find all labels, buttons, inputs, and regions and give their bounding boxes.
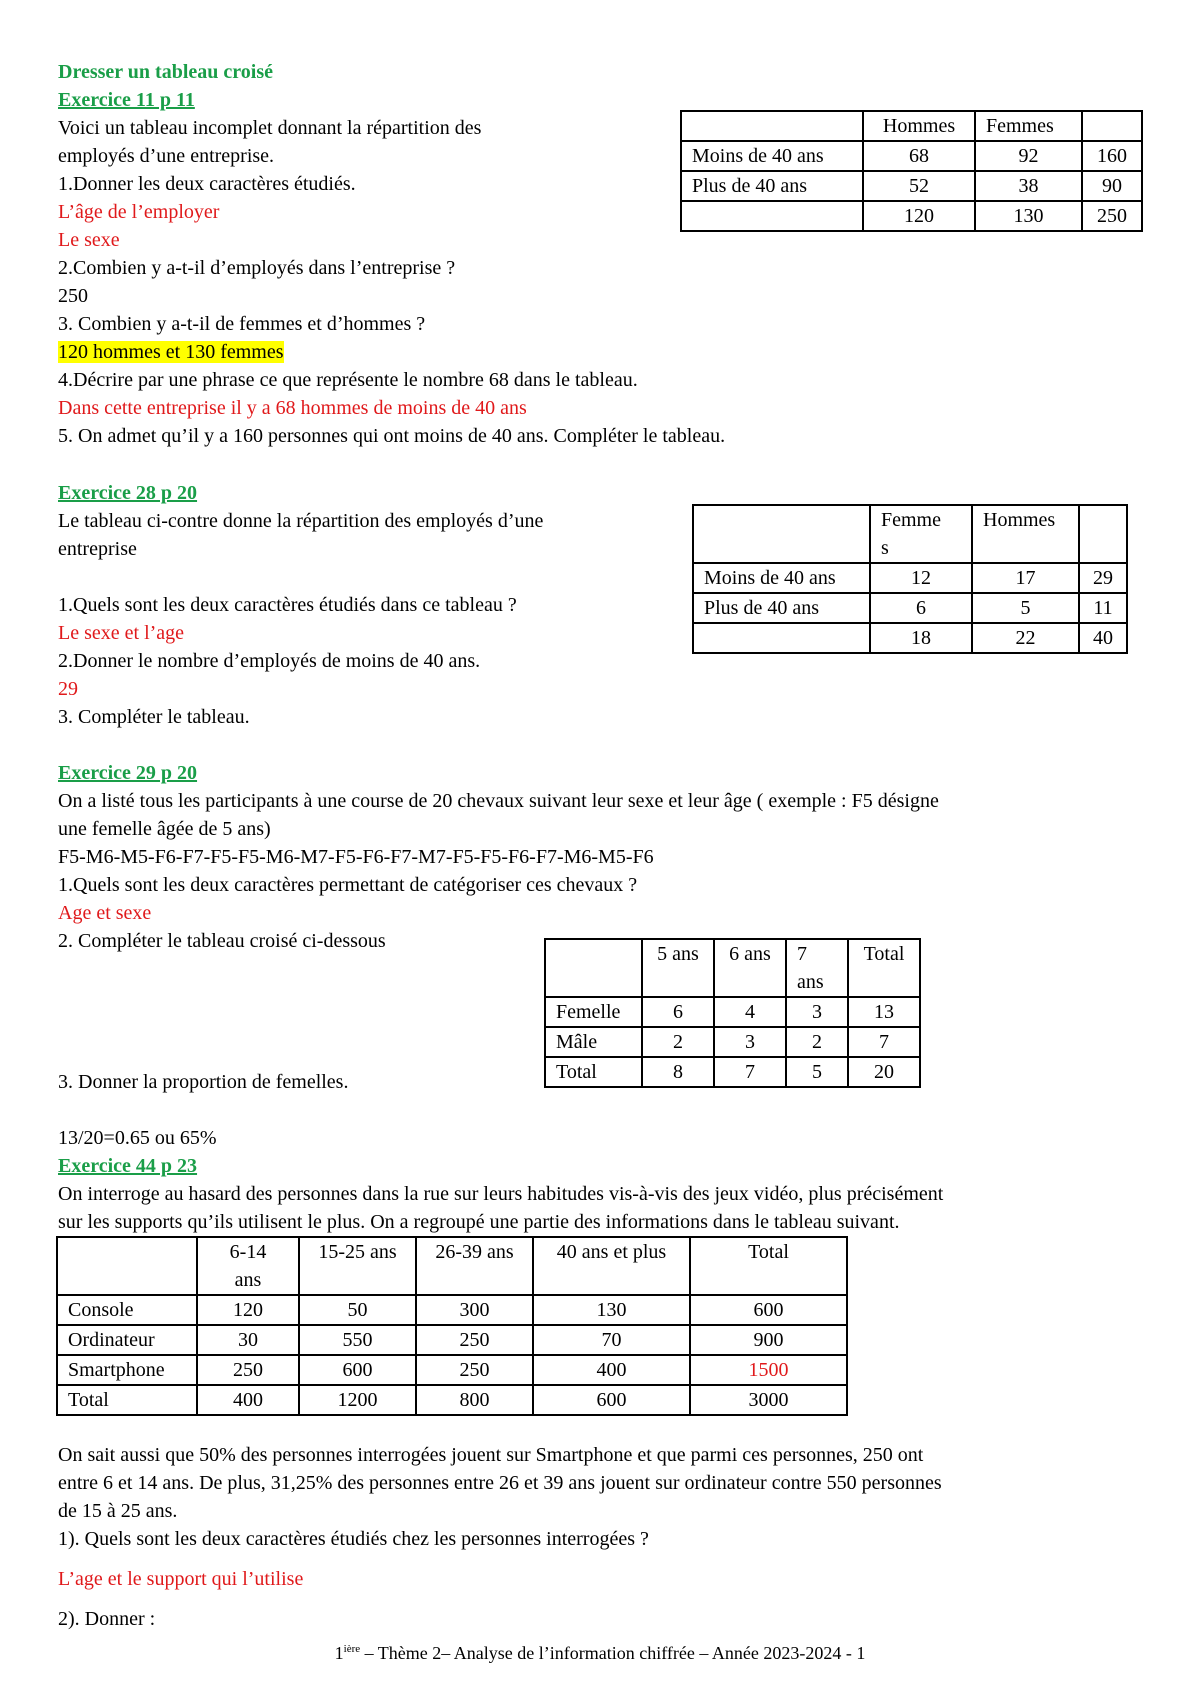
ex11-question: 1.Donner les deux caractères étudiés. [58, 173, 356, 195]
footer-level-suffix: ière [343, 1643, 361, 1655]
table-cell: 1200 [299, 1385, 416, 1415]
table-cell: 3 [786, 997, 848, 1027]
page-footer [0, 1643, 1200, 1664]
table-cell: 160 [1082, 141, 1142, 171]
table-row [681, 111, 1142, 141]
table-cell: 12 [870, 563, 972, 593]
table-cell [681, 111, 863, 141]
ex29-horse-list: F5-M6-M5-F6-F7-F5-F5-M6-M7-F5-F6-F7-M7-F5-F5-F6-F7-M6-M5-F6 [58, 846, 654, 868]
table-cell: 600 [690, 1295, 847, 1325]
table-row-label: Ordinateur [57, 1325, 197, 1355]
table-row [693, 623, 1127, 653]
ex44-table [56, 1236, 848, 1416]
table-cell: 8 [642, 1057, 714, 1087]
ex44-text-line: On sait aussi que 50% des personnes interrogées jouent sur Smartphone et que parmi ces personnes, 250 ont [58, 1444, 924, 1466]
table-cell [57, 1237, 197, 1295]
table-cell: 2 [642, 1027, 714, 1057]
table-row [57, 1237, 847, 1295]
table-cell: 250 [416, 1325, 533, 1355]
table-cell [693, 505, 870, 563]
table-cell: 3 [714, 1027, 786, 1057]
page-heading: Dresser un tableau croisé [58, 61, 273, 83]
table-header-cell: Femme s [870, 505, 972, 563]
table-header-cell: 6-14 ans [197, 1237, 299, 1295]
ex11-question: 5. On admet qu’il y a 160 personnes qui ont moins de 40 ans. Compléter le tableau. [58, 425, 726, 447]
ex44-text-line: sur les supports qu’ils utilisent le plus. On a regroupé une partie des informations dans le tableau suivant. [58, 1211, 900, 1233]
table-cell: 11 [1079, 593, 1127, 623]
ex11-question: 4.Décrire par une phrase ce que représente le nombre 68 dans le tableau. [58, 369, 638, 391]
table-cell: 900 [690, 1325, 847, 1355]
ex11-answer: Le sexe [58, 229, 120, 251]
table-cell: 250 [197, 1355, 299, 1385]
table-cell: 7 [848, 1027, 920, 1057]
ex28-question: 1.Quels sont les deux caractères étudiés dans ce tableau ? [58, 594, 517, 616]
ex29-title: Exercice 29 p 20 [58, 762, 198, 784]
ex28-text-line: entreprise [58, 538, 137, 560]
table-cell: 6 [642, 997, 714, 1027]
table-cell: 3000 [690, 1385, 847, 1415]
ex11-text-line: Voici un tableau incomplet donnant la répartition des [58, 117, 482, 139]
table-header-cell: 40 ans et plus [533, 1237, 690, 1295]
ex29-text-line: une femelle âgée de 5 ans) [58, 818, 271, 840]
table-cell: 120 [863, 201, 975, 231]
ex29-question: 3. Donner la proportion de femelles. [58, 1071, 349, 1093]
table-cell [1079, 505, 1127, 563]
ex11-text-line: employés d’une entreprise. [58, 145, 275, 167]
table-cell: 40 [1079, 623, 1127, 653]
table-cell [545, 939, 642, 997]
table-cell: 600 [299, 1355, 416, 1385]
footer-text: – Thème 2– Analyse de l’information chiffrée – Année 2023-2024 - 1 [360, 1643, 866, 1663]
table-cell [1082, 111, 1142, 141]
table-row-label: Console [57, 1295, 197, 1325]
ex11-answer: 250 [58, 285, 88, 307]
ex29-table [544, 938, 921, 1088]
table-header-cell: Femmes [975, 111, 1082, 141]
ex29-answer: 13/20=0.65 ou 65% [58, 1127, 217, 1149]
ex44-question: 2). Donner : [58, 1608, 156, 1630]
table-cell: 22 [972, 623, 1079, 653]
table-row [693, 593, 1127, 623]
table-cell: 5 [972, 593, 1079, 623]
ex11-table [680, 110, 1143, 232]
ex28-table [692, 504, 1128, 654]
table-cell: 400 [533, 1355, 690, 1385]
ex28-title: Exercice 28 p 20 [58, 482, 198, 504]
table-row [681, 141, 1142, 171]
table-cell: 2 [786, 1027, 848, 1057]
table-row-label: Total [57, 1385, 197, 1415]
table-row [693, 563, 1127, 593]
table-cell: 250 [1082, 201, 1142, 231]
table-cell: 13 [848, 997, 920, 1027]
table-row [693, 505, 1127, 563]
table-cell: 52 [863, 171, 975, 201]
table-cell: 4 [714, 997, 786, 1027]
table-cell-answer: 1500 [690, 1355, 847, 1385]
table-cell: 70 [533, 1325, 690, 1355]
table-cell: 130 [975, 201, 1082, 231]
table-row-label: Femelle [545, 997, 642, 1027]
ex28-answer: 29 [58, 678, 78, 700]
ex29-question: 2. Compléter le tableau croisé ci-dessous [58, 930, 386, 952]
table-row [57, 1355, 847, 1385]
table-row [545, 1057, 920, 1087]
table-header-cell: 7 ans [786, 939, 848, 997]
table-row [545, 997, 920, 1027]
ex28-answer: Le sexe et l’age [58, 622, 185, 644]
table-row-label: Plus de 40 ans [681, 171, 863, 201]
table-cell: 50 [299, 1295, 416, 1325]
ex11-question: 2.Combien y a-t-il d’employés dans l’entreprise ? [58, 257, 456, 279]
ex28-question: 2.Donner le nombre d’employés de moins de 40 ans. [58, 650, 481, 672]
table-cell: 300 [416, 1295, 533, 1325]
ex11-answer: Dans cette entreprise il y a 68 hommes de moins de 40 ans [58, 397, 527, 419]
table-row [681, 201, 1142, 231]
table-row [57, 1295, 847, 1325]
ex29-text-line: On a listé tous les participants à une course de 20 chevaux suivant leur sexe et leur âge ( exemple : F5 désigne [58, 790, 939, 812]
table-cell: 29 [1079, 563, 1127, 593]
ex28-text-line: Le tableau ci-contre donne la répartition des employés d’une [58, 510, 544, 532]
footer-level: 1 [334, 1643, 344, 1663]
table-cell: 18 [870, 623, 972, 653]
table-header-cell: Total [848, 939, 920, 997]
table-row-label: Mâle [545, 1027, 642, 1057]
ex44-answer: L’age et le support qui l’utilise [58, 1568, 304, 1590]
table-cell: 400 [197, 1385, 299, 1415]
table-header-cell: Hommes [863, 111, 975, 141]
table-row [545, 939, 920, 997]
table-cell: 550 [299, 1325, 416, 1355]
table-cell: 6 [870, 593, 972, 623]
table-row [681, 171, 1142, 201]
table-cell: 120 [197, 1295, 299, 1325]
table-header-cell: Hommes [972, 505, 1079, 563]
table-cell: 5 [786, 1057, 848, 1087]
table-cell: 68 [863, 141, 975, 171]
table-row [57, 1385, 847, 1415]
ex29-answer: Age et sexe [58, 902, 152, 924]
table-cell: 7 [714, 1057, 786, 1087]
table-row [545, 1027, 920, 1057]
table-header-cell: 15-25 ans [299, 1237, 416, 1295]
table-cell: 250 [416, 1355, 533, 1385]
table-row-label: Plus de 40 ans [693, 593, 870, 623]
table-row-label: Moins de 40 ans [693, 563, 870, 593]
highlighted-answer: 120 hommes et 130 femmes [58, 341, 284, 363]
table-header-cell: 6 ans [714, 939, 786, 997]
ex44-text-line: On interroge au hasard des personnes dans la rue sur leurs habitudes vis-à-vis des jeux vidéo, plus précisément [58, 1183, 944, 1205]
table-cell: 92 [975, 141, 1082, 171]
table-row-label: Total [545, 1057, 642, 1087]
ex44-text-line: de 15 à 25 ans. [58, 1500, 178, 1522]
table-row-label: Moins de 40 ans [681, 141, 863, 171]
table-row [57, 1325, 847, 1355]
ex44-title: Exercice 44 p 23 [58, 1155, 198, 1177]
table-cell: 130 [533, 1295, 690, 1325]
table-row-label: Smartphone [57, 1355, 197, 1385]
table-cell [693, 623, 870, 653]
ex44-question: 1). Quels sont les deux caractères étudiés chez les personnes interrogées ? [58, 1528, 649, 1550]
ex11-question: 3. Combien y a-t-il de femmes et d’hommes ? [58, 313, 426, 335]
ex44-text-line: entre 6 et 14 ans. De plus, 31,25% des personnes entre 26 et 39 ans jouent sur ordinateur contre 550 personnes [58, 1472, 942, 1494]
ex29-question: 1.Quels sont les deux caractères permettant de catégoriser ces chevaux ? [58, 874, 638, 896]
ex11-answer-highlighted [58, 338, 284, 366]
table-header-cell: 26-39 ans [416, 1237, 533, 1295]
table-cell [681, 201, 863, 231]
table-cell: 600 [533, 1385, 690, 1415]
table-cell: 17 [972, 563, 1079, 593]
table-cell: 38 [975, 171, 1082, 201]
table-header-cell: 5 ans [642, 939, 714, 997]
table-header-cell: Total [690, 1237, 847, 1295]
table-cell: 30 [197, 1325, 299, 1355]
table-cell: 800 [416, 1385, 533, 1415]
table-cell: 90 [1082, 171, 1142, 201]
ex28-question: 3. Compléter le tableau. [58, 706, 250, 728]
ex11-title: Exercice 11 p 11 [58, 89, 195, 111]
ex11-answer: L’âge de l’employer [58, 201, 220, 223]
table-cell: 20 [848, 1057, 920, 1087]
